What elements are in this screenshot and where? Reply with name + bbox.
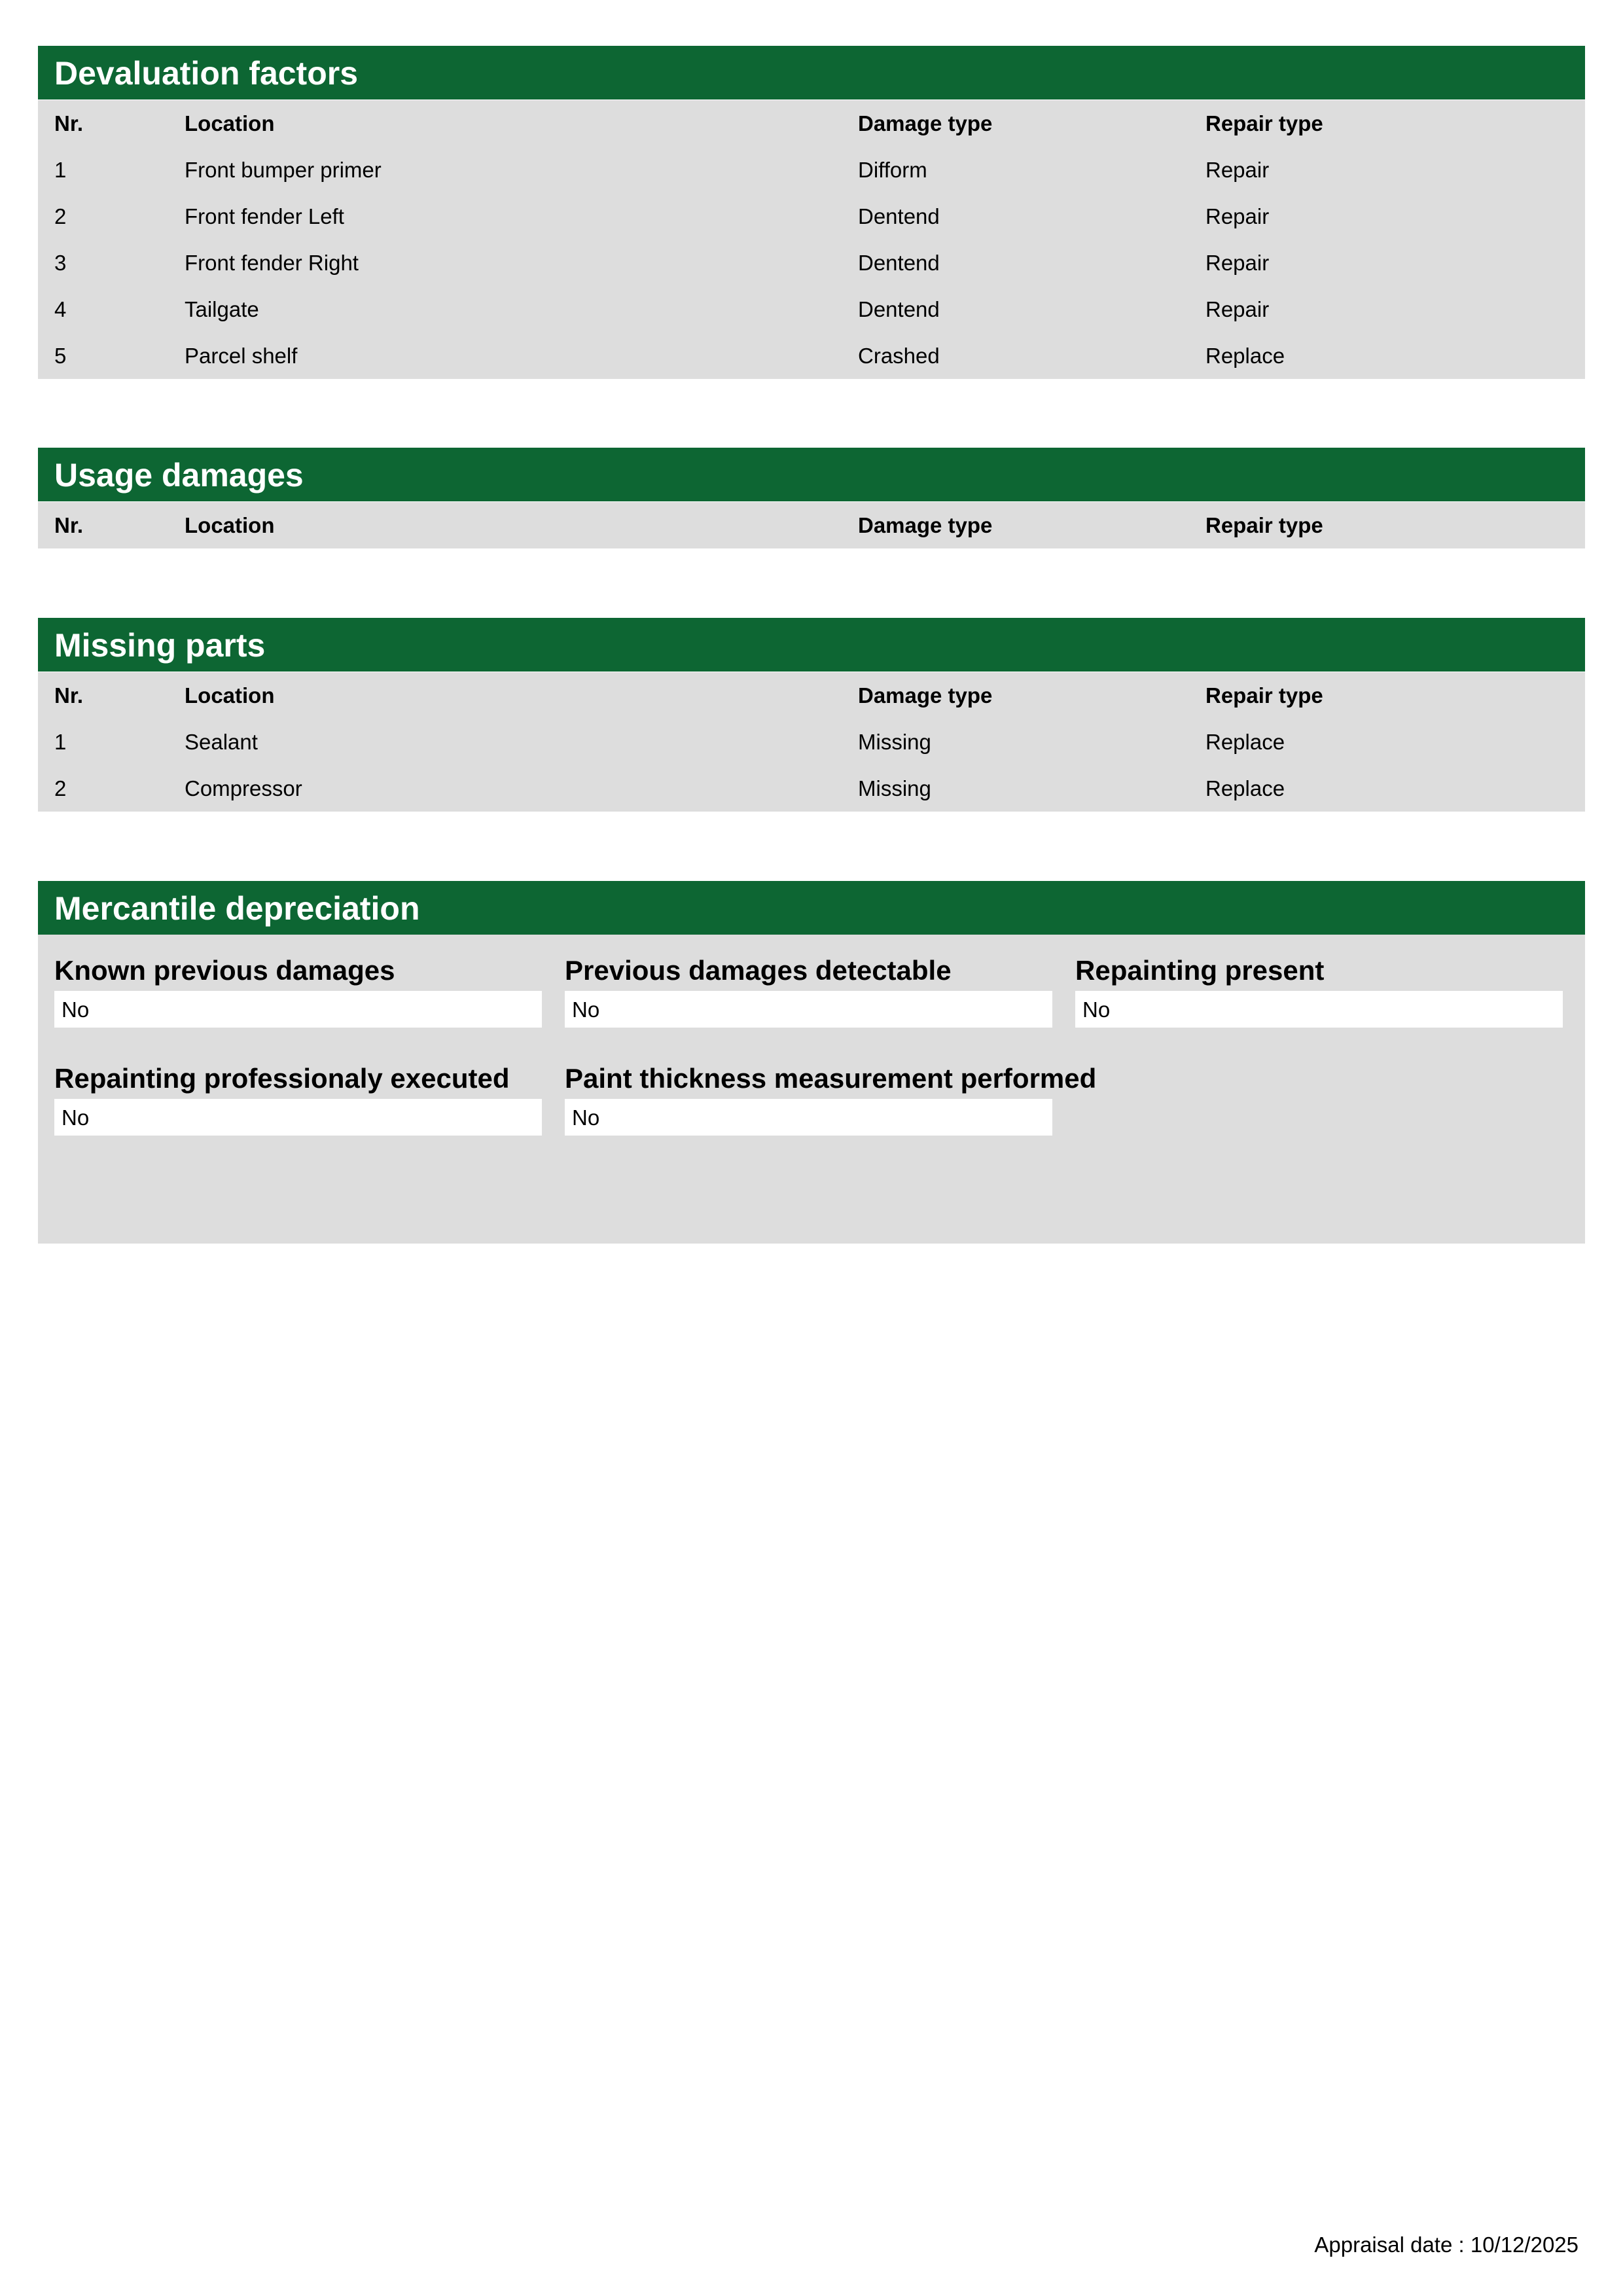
field-label: Repainting professionaly executed xyxy=(54,1063,510,1094)
cell-repair-type: Replace xyxy=(1205,729,1285,754)
column-header-repair-type: Repair type xyxy=(1205,111,1323,135)
column-header-nr: Nr. xyxy=(54,683,84,708)
cell-nr: 3 xyxy=(54,250,67,275)
section-title: Mercantile depreciation xyxy=(38,881,1585,935)
devaluation-table-body xyxy=(38,100,1585,379)
field-paint-thickness-measurement-performed xyxy=(565,1062,1097,1136)
cell-repair-type: Replace xyxy=(1205,343,1285,368)
cell-repair-type: Repair xyxy=(1205,157,1270,182)
appraisal-date: Appraisal date : 10/12/2025 xyxy=(1314,2233,1578,2257)
cell-location: Compressor xyxy=(185,776,302,800)
field-repainting-professionaly-executed xyxy=(54,1062,542,1136)
cell-repair-type: Repair xyxy=(1205,296,1270,321)
mercantile-fields-body xyxy=(38,935,1585,1244)
table-row xyxy=(38,147,1585,193)
table-header-row xyxy=(38,502,1585,548)
devaluation-table xyxy=(38,100,1585,379)
missing-parts-section xyxy=(38,618,1585,812)
column-header-damage-type: Damage type xyxy=(858,512,993,537)
field-label: Paint thickness measurement performed xyxy=(565,1063,1097,1094)
cell-damage-type: Dentend xyxy=(858,204,940,228)
mercantile-depreciation-section xyxy=(38,881,1585,1244)
cell-damage-type: Dentend xyxy=(858,250,940,275)
field-label: Known previous damages xyxy=(54,955,395,986)
field-label: Repainting present xyxy=(1075,955,1325,986)
missing-table xyxy=(38,672,1585,812)
devaluation-factors-section xyxy=(38,46,1585,379)
column-header-nr: Nr. xyxy=(54,512,84,537)
column-header-repair-type: Repair type xyxy=(1205,683,1323,708)
usage-table xyxy=(38,502,1585,548)
field-value: No xyxy=(1075,991,1563,1028)
missing-table-body xyxy=(38,672,1585,812)
table-row xyxy=(38,765,1585,812)
usage-table-body xyxy=(38,502,1585,548)
field-value: No xyxy=(565,1099,1052,1136)
cell-location: Front fender Right xyxy=(185,250,359,275)
cell-damage-type: Missing xyxy=(858,729,931,754)
cell-location: Front fender Left xyxy=(185,204,344,228)
field-previous-damages-detectable xyxy=(565,954,1052,1028)
field-value: No xyxy=(565,991,1052,1028)
column-header-repair-type: Repair type xyxy=(1205,512,1323,537)
table-header-row xyxy=(38,672,1585,719)
field-repainting-present xyxy=(1075,954,1563,1028)
cell-nr: 5 xyxy=(54,343,67,368)
table-row xyxy=(38,240,1585,286)
table-row xyxy=(38,719,1585,765)
table-row xyxy=(38,332,1585,379)
cell-damage-type: Difform xyxy=(858,157,927,182)
section-title: Usage damages xyxy=(38,448,1585,501)
cell-damage-type: Crashed xyxy=(858,343,940,368)
cell-location: Sealant xyxy=(185,729,258,754)
cell-nr: 1 xyxy=(54,729,67,754)
table-header-row xyxy=(38,100,1585,147)
cell-location: Parcel shelf xyxy=(185,343,298,368)
section-title: Devaluation factors xyxy=(38,46,1585,99)
column-header-damage-type: Damage type xyxy=(858,683,993,708)
table-row xyxy=(38,286,1585,332)
cell-nr: 1 xyxy=(54,157,67,182)
cell-location: Tailgate xyxy=(185,296,259,321)
cell-repair-type: Repair xyxy=(1205,250,1270,275)
field-value: No xyxy=(54,991,542,1028)
column-header-location: Location xyxy=(185,111,275,135)
column-header-location: Location xyxy=(185,683,275,708)
cell-repair-type: Replace xyxy=(1205,776,1285,800)
cell-nr: 2 xyxy=(54,204,67,228)
cell-repair-type: Repair xyxy=(1205,204,1270,228)
section-title: Missing parts xyxy=(38,618,1585,672)
field-value: No xyxy=(54,1099,542,1136)
cell-nr: 2 xyxy=(54,776,67,800)
cell-damage-type: Missing xyxy=(858,776,931,800)
column-header-damage-type: Damage type xyxy=(858,111,993,135)
column-header-nr: Nr. xyxy=(54,111,84,135)
column-header-location: Location xyxy=(185,512,275,537)
cell-damage-type: Dentend xyxy=(858,296,940,321)
field-label: Previous damages detectable xyxy=(565,955,952,986)
field-known-previous-damages xyxy=(54,954,542,1028)
usage-damages-section xyxy=(38,448,1585,548)
cell-location: Front bumper primer xyxy=(185,157,382,182)
table-row xyxy=(38,193,1585,240)
cell-nr: 4 xyxy=(54,296,67,321)
